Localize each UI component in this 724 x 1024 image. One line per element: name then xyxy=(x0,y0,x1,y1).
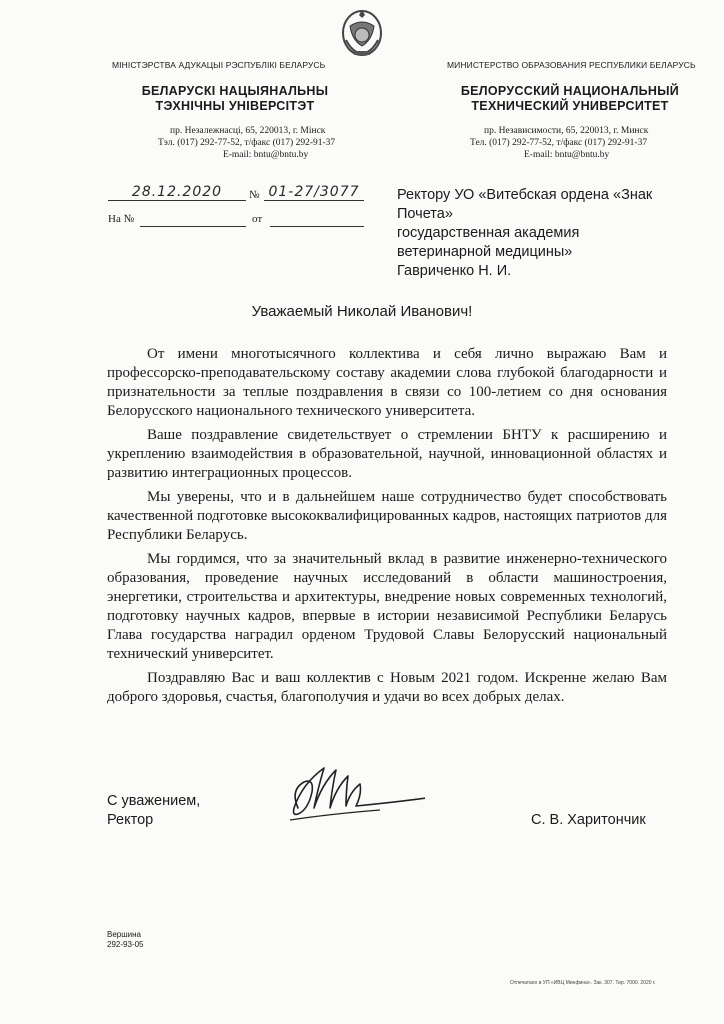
outgoing-number-label: № xyxy=(249,189,260,201)
address-ru-line2: Тел. (017) 292-77-52, т/факс (017) 292-91-37 xyxy=(470,138,648,148)
closing-regards: С уважением, xyxy=(107,793,201,809)
addressee-line: государственная академия xyxy=(397,225,580,241)
salutation: Уважаемый Николай Иванович! xyxy=(251,303,473,320)
outgoing-date: 28.12.2020 xyxy=(108,184,246,201)
body-paragraph: Мы гордимся, что за значительный вклад в развитие инженерно-технического образования, проведение научных исследований в области машиностроения, энергетики, строительства и архитектуры, внедрение новых современных технологий, подготовку научных кадров, впервые в истории независимой Республики Беларусь Глава государства наградил орденом Трудовой Славы Белорусский национальный технический университет. xyxy=(107,551,667,662)
reference-date-label: от xyxy=(252,213,263,225)
signature-icon xyxy=(280,760,425,830)
address-by-line2: Тэл. (017) 292-77-52, т/факс (017) 292-91-37 xyxy=(158,138,336,148)
signer-name: С. В. Харитончик xyxy=(531,812,646,828)
reference-number-label: На № xyxy=(108,213,135,225)
reference-number-field xyxy=(140,226,246,227)
letter-body xyxy=(107,345,667,712)
addressee-line: Ректору УО «Витебская ордена «Знак xyxy=(397,187,653,203)
addressee-line: Почета» xyxy=(397,206,453,222)
body-paragraph: От имени многотысячного коллектива и себя лично выражаю Вам и профессорско-преподавательскому составу академии слова глубокой благодарности и признательности за теплые поздравления в связи со 100-летием со дня основания Белорусского национального технического университета. xyxy=(107,346,667,419)
university-name-ru-line1: БЕЛОРУССКИЙ НАЦИОНАЛЬНЫЙ xyxy=(460,84,680,98)
address-by-line1: пр. Незалежнасці, 65, 220013, г. Мінск xyxy=(170,126,326,136)
body-paragraph: Мы уверены, что и в дальнейшем наше сотрудничество будет способствовать качественной подготовке высококвалифицированных кадров, настоящих патриотов для Республики Беларусь. xyxy=(107,489,667,543)
university-name-by xyxy=(120,84,350,114)
signer-position: Ректор xyxy=(107,812,154,828)
printer-note: Отпечатано в УП «ИВЦ Минфина». Зак. 307. Тир. 7000. 2020 г. xyxy=(510,980,656,986)
body-paragraph: Поздравляю Вас и ваш коллектив с Новым 2021 годом. Искренне желаю Вам доброго здоровья, счастья, благополучия и удачи во всех добрых делах. xyxy=(107,670,667,705)
ministry-name-ru: МИНИСТЕРСТВО ОБРАЗОВАНИЯ РЕСПУБЛИКИ БЕЛАРУСЬ xyxy=(447,60,696,70)
addressee-line: Гавриченко Н. И. xyxy=(397,263,512,279)
closing-block xyxy=(107,792,200,830)
executor-block xyxy=(107,930,143,950)
university-name-by-line2: ТЭХНІЧНЫ УНІВЕРСІТЭТ xyxy=(155,99,315,113)
addressee-block xyxy=(397,186,687,281)
address-ru xyxy=(470,125,649,161)
university-name-ru xyxy=(450,84,690,114)
ministry-name-by: МІНІСТЭРСТВА АДУКАЦЫІ РЭСПУБЛІКІ БЕЛАРУСЬ xyxy=(112,60,326,70)
university-name-ru-line2: ТЕХНИЧЕСКИЙ УНИВЕРСИТЕТ xyxy=(471,99,669,113)
body-paragraph: Ваше поздравление свидетельствует о стремлении БНТУ к расширению и укреплению взаимодействия в образовательной, научной, инновационной областях и развитию интеграционных процессов. xyxy=(107,427,667,481)
address-ru-line1: пр. Независимости, 65, 220013, г. Минск xyxy=(484,126,649,136)
executor-phone: 292-93-05 xyxy=(107,940,144,949)
state-emblem-icon xyxy=(340,6,384,58)
reference-date-field xyxy=(270,226,364,227)
address-by-line3: E-mail: bntu@bntu.by xyxy=(222,150,309,160)
executor-name: Вершина xyxy=(107,930,141,939)
university-name-by-line1: БЕЛАРУСКІ НАЦЫЯНАЛЬНЫ xyxy=(141,84,329,98)
outgoing-number: 01-27/3077 xyxy=(264,184,364,201)
address-by xyxy=(158,125,336,161)
addressee-line: ветеринарной медицины» xyxy=(397,244,573,260)
address-ru-line3: E-mail: bntu@bntu.by xyxy=(524,150,610,160)
